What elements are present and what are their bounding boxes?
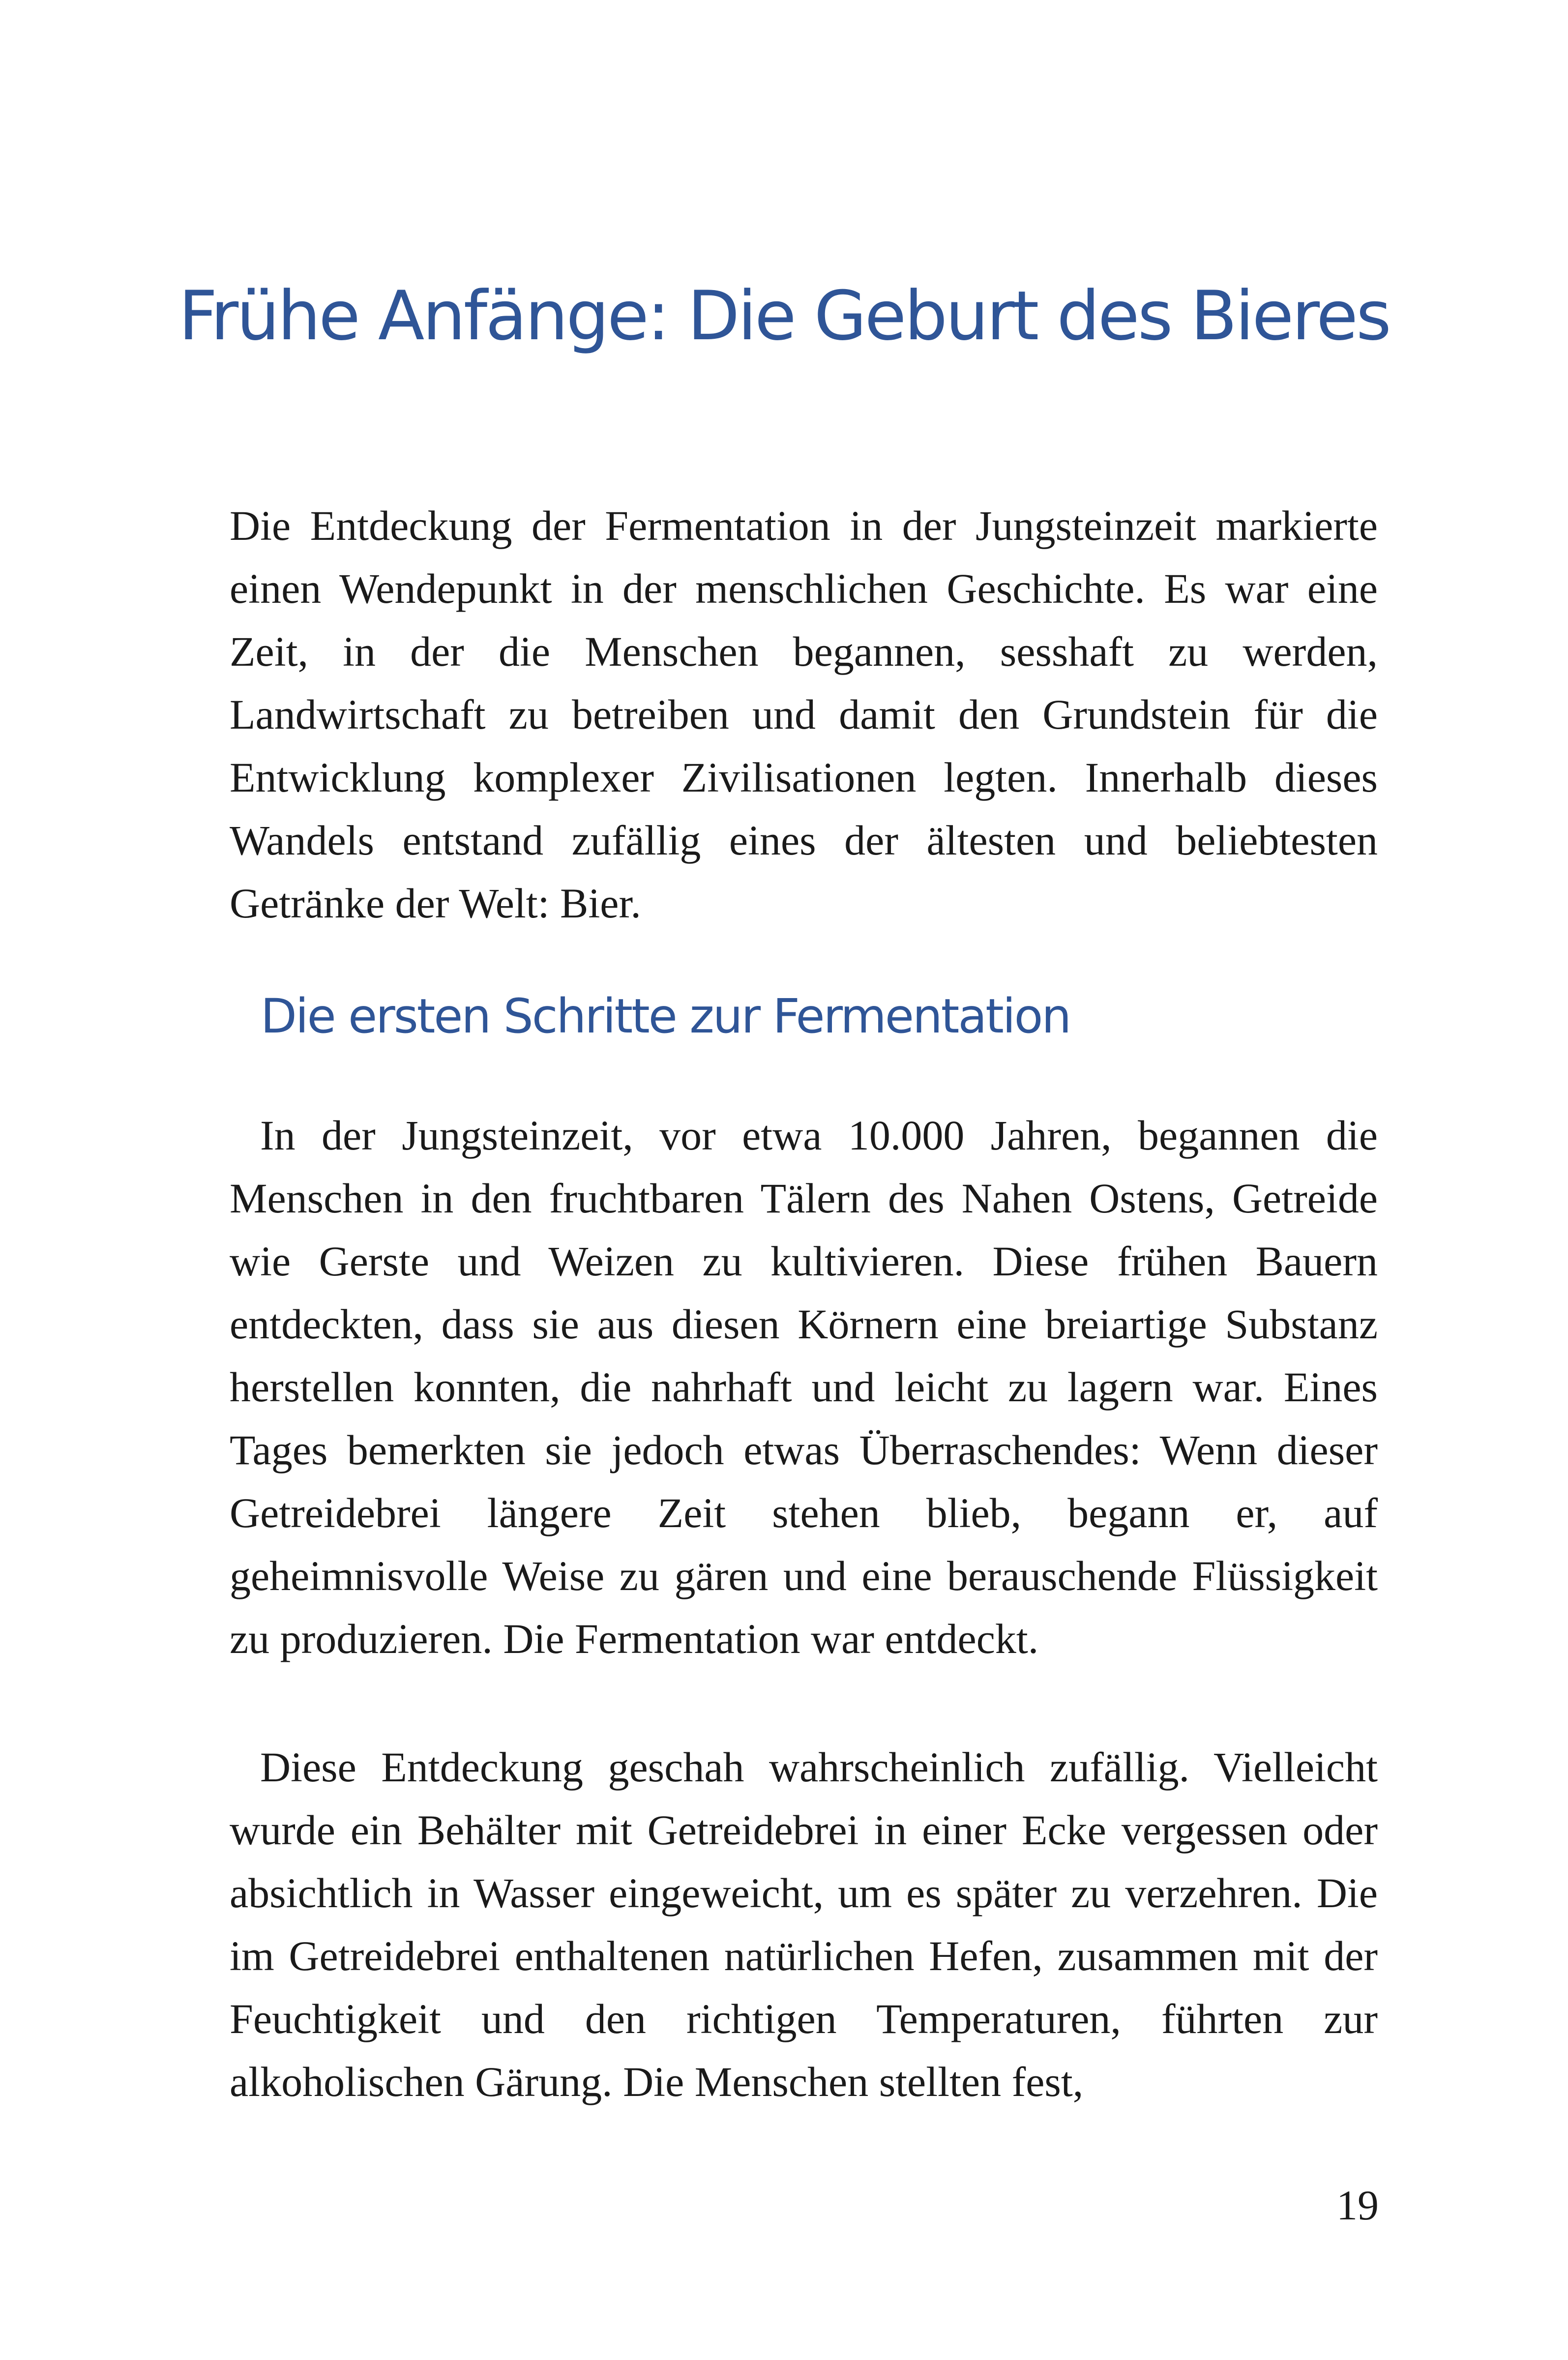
body-paragraph: In der Jungsteinzeit, vor etwa 10.000 Jahren, begannen die Menschen in den fruchtbaren Tälern des Nahen Ostens, Getreide wie Gerste und Weizen zu kultivieren. Diese frühen Bauern entdeckten, dass sie aus diesen Körnern eine breiartige Substanz herstellen konnten, die nahrhaft und leicht zu lagern war. Eines Tages bemerkten sie jedoch etwas Überraschendes: Wenn dieser Getreidebrei längere Zeit stehen blieb, begann er, auf geheimnisvolle Weise zu gären und eine berauschende Flüssigkeit zu produzieren. Die Fermentation war entdeckt. — [230, 1112, 1378, 1662]
body-paragraph: Diese Entdeckung geschah wahrscheinlich zufällig. Vielleicht wurde ein Behälter mit Getreidebrei in einer Ecke vergessen oder absichtlich in Wasser eingeweicht, um es später zu verzehren. Die im Getreidebrei enthaltenen natürlichen Hefen, zusammen mit der Feuchtigkeit und den richtigen Temperaturen, führten zur alkoholischen Gärung. Die Menschen stellten fest, — [230, 1743, 1378, 2105]
page-number: 19 — [1336, 2182, 1379, 2229]
section-title: Die ersten Schritte zur Fermentation — [261, 989, 1070, 1044]
intro-paragraph: Die Entdeckung der Fermentation in der Jungsteinzeit markierte einen Wendepunkt in der menschlichen Geschichte. Es war eine Zeit, in der die Menschen begannen, sesshaft zu werden, Landwirtschaft zu betreiben und damit den Grundstein für die Entwicklung komplexer Zivilisationen legten. Innerhalb dieses Wandels entstand zufällig eines der ältesten und beliebtesten Getränke der Welt: Bier. — [230, 502, 1378, 927]
chapter-title: Frühe Anfänge: Die Geburt des Bieres — [178, 276, 1390, 355]
